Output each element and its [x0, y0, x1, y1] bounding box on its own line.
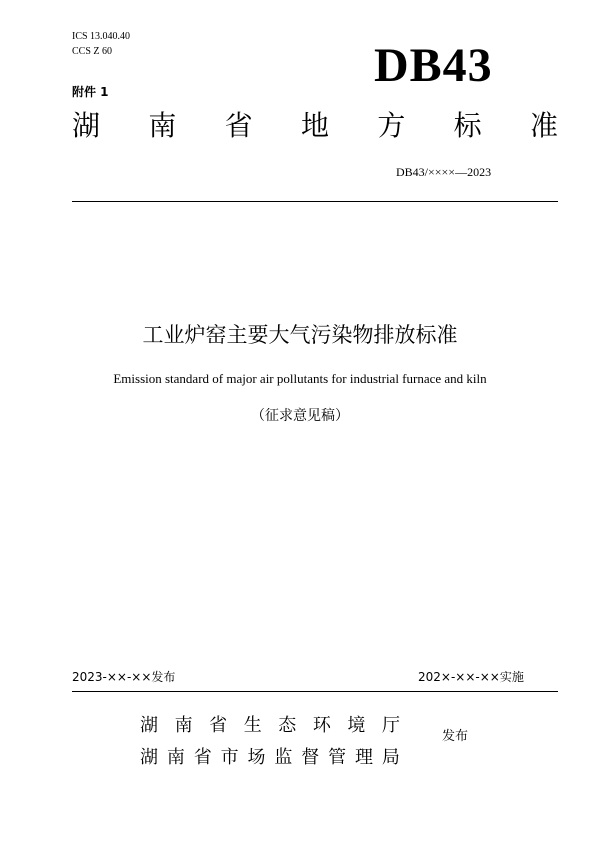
standard-type-char: 南	[148, 109, 177, 142]
standard-number: DB43/××××—2023	[396, 165, 492, 179]
issuer-char: 省	[209, 715, 228, 736]
issuer-char: 理	[355, 747, 373, 768]
top-divider	[72, 201, 558, 202]
document-title-english: Emission standard of major air pollutants for industrial furnace and kiln	[113, 371, 487, 386]
issuer-char: 督	[301, 747, 320, 768]
standard-type-char: 省	[224, 109, 253, 142]
issuer-char: 市	[220, 747, 239, 768]
publish-date: 2023-××-××发布	[72, 670, 176, 684]
issuer-char: 厅	[381, 715, 400, 736]
ics-code: ICS 13.040.40	[72, 31, 131, 42]
issuer-char: 态	[278, 715, 297, 736]
issuer-char: 南	[166, 747, 185, 768]
implementation-date: 202×-××-××实施	[418, 670, 524, 684]
issuer-char: 场	[247, 747, 266, 768]
issuer-char: 局	[381, 747, 400, 768]
ccs-code: CCS Z 60	[72, 46, 113, 57]
standard-type-char: 标	[453, 109, 482, 142]
standard-type-title	[72, 106, 558, 146]
issuer-char: 管	[328, 747, 347, 768]
issuer-char: 南	[174, 715, 193, 736]
issue-label: 发布	[442, 729, 469, 744]
standard-type-char: 准	[529, 109, 558, 142]
issuer-market-bureau	[140, 745, 400, 771]
standard-type-char: 方	[377, 109, 406, 142]
issuer-ecology-department	[140, 713, 400, 739]
issuer-char: 湖	[140, 747, 158, 768]
issuer-char: 湖	[140, 715, 158, 736]
issuer-char: 境	[347, 715, 366, 736]
bottom-divider	[72, 691, 558, 692]
document-title-chinese: 工业炉窑主要大气污染物排放标准	[142, 323, 458, 347]
issuer-char: 生	[243, 715, 262, 736]
draft-status: （征求意见稿）	[251, 408, 349, 424]
standard-type-char: 地	[300, 109, 329, 142]
standard-code-logo: DB43	[374, 39, 493, 92]
issuer-char: 省	[193, 747, 212, 768]
attachment-label: 附件 1	[72, 85, 109, 99]
issuer-char: 环	[312, 715, 331, 736]
issuer-char: 监	[274, 747, 293, 768]
standard-type-char: 湖	[72, 109, 101, 142]
